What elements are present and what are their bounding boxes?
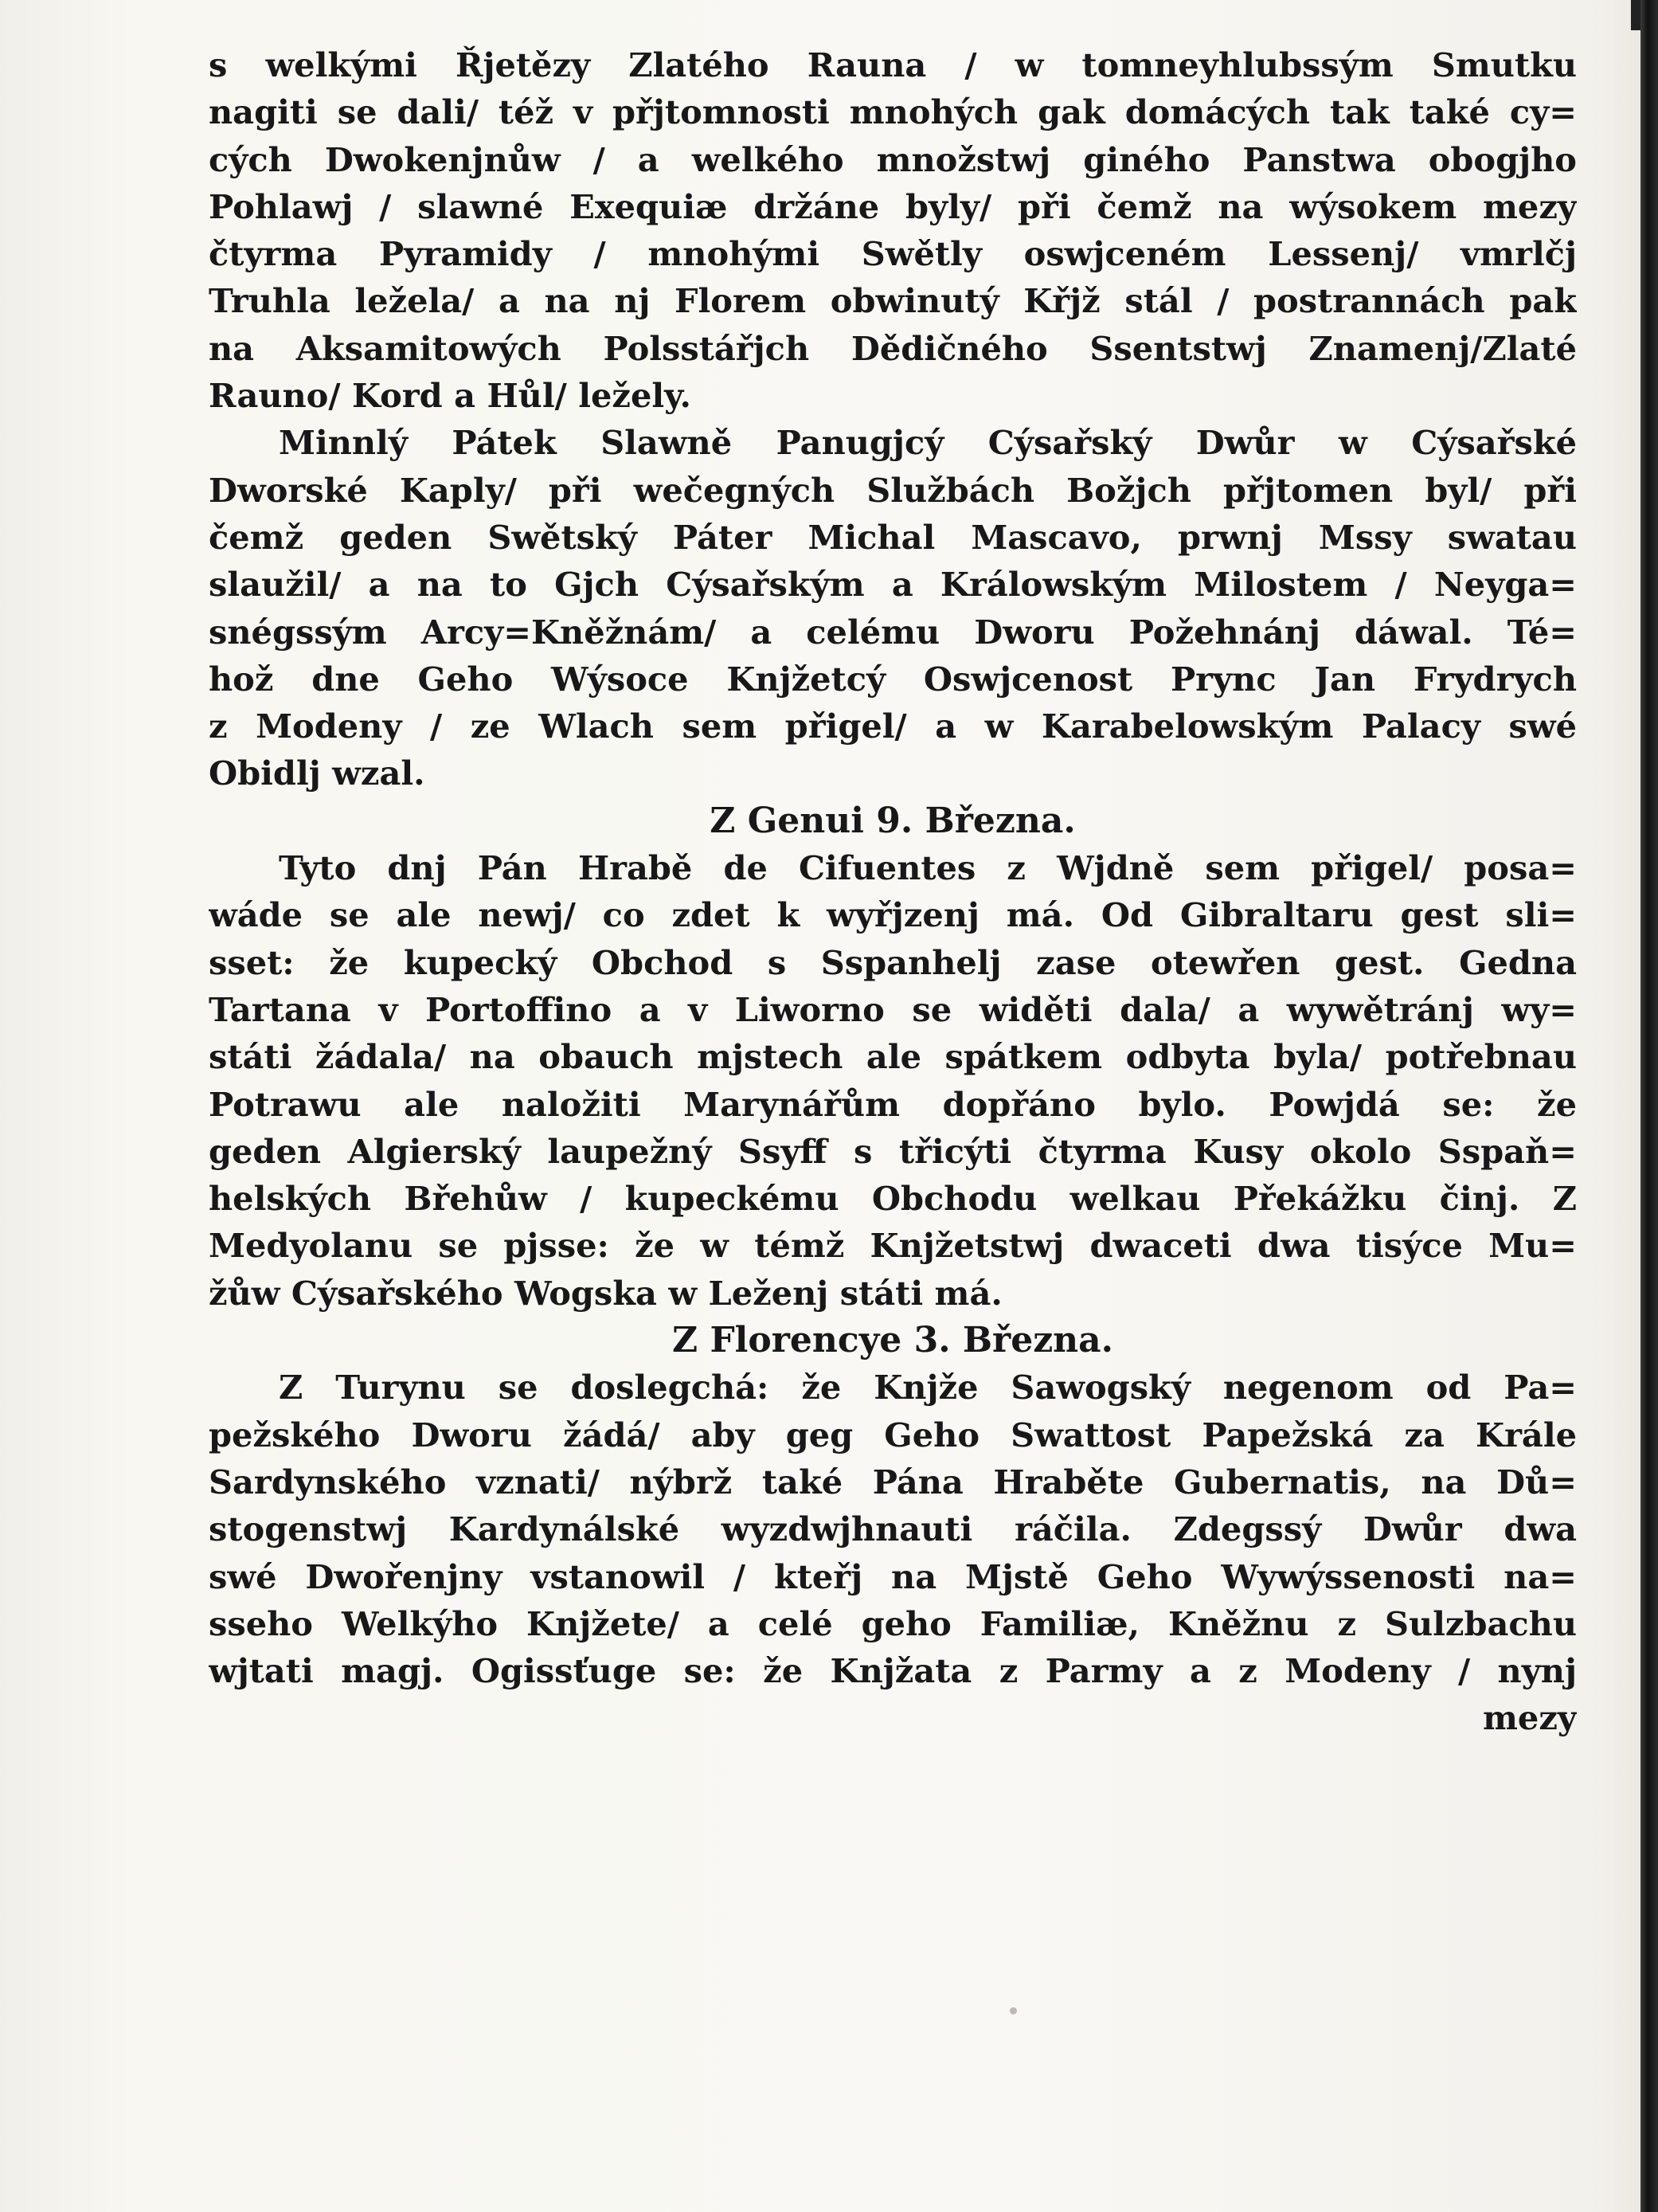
text-line: čtyrma Pyramidy / mnohými Swětly oswjceném Lessenj/ vmrlčj (209, 234, 1577, 274)
text-line: swé Dwořenjny vstanowil / kteřj na Mjstě Geho Wywýssenosti na= (209, 1556, 1577, 1596)
text-line: žůw Cýsařského Wogska w Leženj státi má. (209, 1273, 1003, 1313)
text-line: z Modeny / ze Wlach sem přigel/ a w Karabelowským Palacy swé (209, 707, 1577, 746)
text-line: sseho Welkýho Knjžete/ a celé geho Familiæ, Kněžnu z Sulzbachu (209, 1603, 1577, 1643)
text-line: s welkými Řjetězy Zlatého Rauna / w tomneyhlubssým Smutku (209, 45, 1577, 84)
text-line: Pohlawj / slawné Exequiæ držáne byly/ při čemž na wýsokem mezy (209, 186, 1577, 226)
text-line: Truhla ležela/ a na nj Florem obwinutý Křjž stál / postrannách pak (209, 281, 1577, 321)
section-heading: Z Florencye 3. Března. (672, 1320, 1113, 1361)
text-line: Dworské Kaply/ při wečegných Službách Božjch přjtomen byl/ při (209, 470, 1577, 510)
text-line: Obidlj wzal. (209, 754, 425, 793)
text-line: cých Dwokenjnůw / a welkého množstwj giného Panstwa obogjho (209, 139, 1577, 179)
catchword: mezy (1483, 1698, 1577, 1738)
text-line: geden Algierský laupežný Ssyff s třicýti čtyrma Kusy okolo Sspaň= (209, 1131, 1577, 1171)
text-line: snégssým Arcy=Kněžnám/ a celému Dworu Požehnánj dáwal. Té= (209, 612, 1577, 652)
text-line: sset: že kupecký Obchod s Sspanhelj zase otewřen gest. Gedna (209, 942, 1577, 982)
text-line: helských Břehůw / kupeckému Obchodu welkau Překážku činj. Z (209, 1179, 1577, 1219)
text-line: wáde se ale newj/ co zdet k wyřjzenj má. Od Gibraltaru gest sli= (209, 895, 1577, 935)
text-line: Rauno/ Kord a Hůl/ ležely. (209, 376, 691, 416)
page-text (209, 41, 1577, 1742)
text-line: slaužil/ a na to Gjch Cýsařským a Králowským Milostem / Neyga= (209, 565, 1577, 605)
page-edge-shadow (1640, 0, 1658, 2212)
text-line: Sardynského vznati/ nýbrž také Pána Hraběte Gubernatis, na Dů= (209, 1462, 1577, 1501)
text-line: státi žádala/ na obauch mjstech ale spátkem odbyta byla/ potřebnau (209, 1037, 1577, 1077)
text-line: hož dne Geho Wýsoce Knjžetcý Oswjcenost Prync Jan Frydrych (209, 659, 1577, 699)
text-line: nagiti se dali/ též v přjtomnosti mnohých gak domácých tak také cy= (209, 92, 1577, 132)
text-line: pežského Dworu žádá/ aby geg Geho Swattost Papežská za Krále (209, 1415, 1577, 1454)
ink-smudge (1010, 2007, 1017, 2014)
text-line: Tartana v Portoffino a v Liworno se widěti dala/ a wywětránj wy= (209, 989, 1577, 1029)
text-line: stogenstwj Kardynálské wyzdwjhnauti ráčila. Zdegssý Dwůr dwa (209, 1509, 1577, 1549)
text-line: wjtati magj. Ogissťuge se: že Knjžata z Parmy a z Modeny / nynj (209, 1651, 1577, 1691)
text-line: čemž geden Swětský Páter Michal Mascavo, prwnj Mssy swatau (209, 517, 1577, 557)
text-line: Medyolanu se pjsse: že w témž Knjžetstwj dwaceti dwa tisýce Mu= (209, 1226, 1577, 1266)
binding-corner (1631, 0, 1640, 30)
text-line: na Aksamitowých Polsstářjch Dědičného Ssentstwj Znamenj/Zlaté (209, 328, 1577, 368)
paragraph-start-line: Minnlý Pátek Slawně Panugjcý Cýsařský Dwůr w Cýsařské (279, 423, 1577, 463)
text-line: Potrawu ale naložiti Marynářům dopřáno bylo. Powjdá se: že (209, 1084, 1577, 1124)
paragraph-start-line: Z Turynu se doslegchá: že Knjže Sawogský negenom od Pa= (279, 1368, 1577, 1407)
paragraph-start-line: Tyto dnj Pán Hrabě de Cifuentes z Wjdně sem přigel/ posa= (279, 848, 1577, 888)
section-heading: Z Genui 9. Března. (710, 800, 1076, 841)
